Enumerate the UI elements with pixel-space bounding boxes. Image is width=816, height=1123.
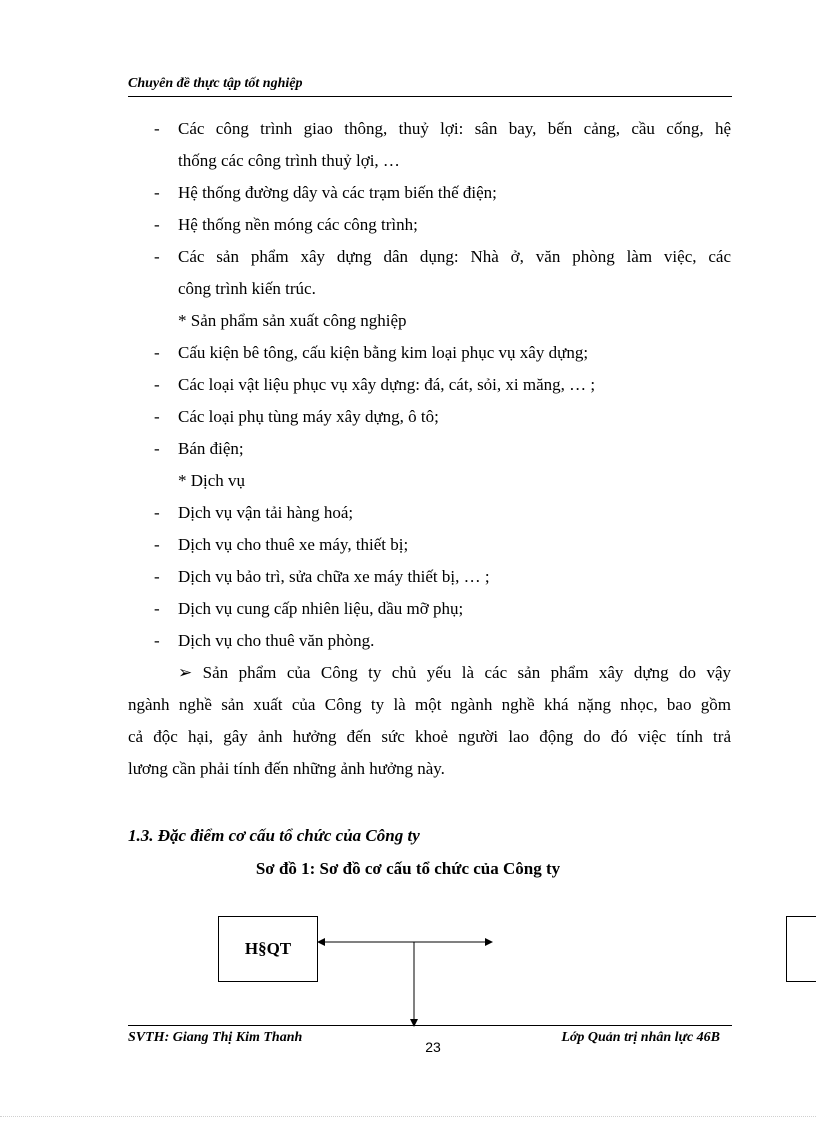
subheading: * Sản phẩm sản xuất công nghiệp [178, 311, 407, 330]
board-box-label: H§QT [244, 939, 292, 958]
paragraph-line: ngành nghề sản xuất của Công ty là một ngành nghề khá nặng nhọc, bao gồm [128, 695, 731, 714]
bullet-dash: - [154, 599, 160, 618]
bullet-dash: - [154, 439, 160, 458]
list-item-continuation: công trình kiến trúc. [178, 279, 316, 298]
list-item: Dịch vụ cho thuê văn phòng. [178, 631, 375, 650]
bullet-dash: - [154, 183, 160, 202]
org-chart-connectors [0, 900, 816, 1035]
bullet-dash: - [154, 567, 160, 586]
bullet-dash: - [154, 407, 160, 426]
list-item: Hệ thống nền móng các công trình; [178, 215, 418, 234]
list-item: Dịch vụ bảo trì, sửa chữa xe máy thiết bị, … ; [178, 567, 490, 586]
list-item: Dịch vụ cung cấp nhiên liệu, dầu mỡ phụ; [178, 599, 464, 618]
board-box [218, 916, 318, 982]
list-item: Dịch vụ cho thuê xe máy, thiết bị; [178, 535, 409, 554]
subheading: * Dịch vụ [178, 471, 246, 490]
list-item: Các công trình giao thông, thuỷ lợi: sân bay, bến cảng, cầu cống, hệ [178, 119, 731, 138]
bullet-dash: - [154, 247, 160, 266]
bullet-dash: - [154, 215, 160, 234]
bullet-dash: - [154, 503, 160, 522]
list-item: Bán điện; [178, 439, 244, 458]
footer-rule [128, 1025, 732, 1026]
paragraph-line: lương cần phải tính đến những ảnh hưởng này. [128, 759, 445, 778]
bullet-dash: - [154, 375, 160, 394]
list-item: Các loại vật liệu phục vụ xây dựng: đá, cát, sỏi, xi măng, … ; [178, 375, 596, 394]
footer-class: Lớp Quản trị nhân lực 46B [561, 1030, 720, 1045]
page-number: 23 [425, 1039, 441, 1055]
org-box-partial [786, 916, 816, 982]
bullet-dash: - [154, 535, 160, 554]
list-item: Dịch vụ vận tải hàng hoá; [178, 503, 354, 522]
diagram-caption: Sơ đồ 1: Sơ đồ cơ cấu tổ chức của Công ty [255, 859, 561, 878]
section-heading: 1.3. Đặc điểm cơ cấu tổ chức của Công ty [128, 826, 420, 845]
list-item-continuation: thống các công trình thuỷ lợi, … [178, 151, 400, 170]
bullet-dash: - [154, 631, 160, 650]
footer-author: SVTH: Giang Thị Kim Thanh [128, 1030, 303, 1045]
paragraph-line: ➢ Sản phẩm của Công ty chủ yếu là các sản phẩm xây dựng do vậy [178, 663, 731, 682]
paragraph-line: cả độc hại, gây ảnh hưởng đến sức khoẻ người lao động do đó việc tính trả [128, 727, 731, 746]
list-item: Các loại phụ tùng máy xây dựng, ô tô; [178, 407, 439, 426]
header-rule [128, 96, 732, 97]
list-item: Các sản phẩm xây dựng dân dụng: Nhà ở, văn phòng làm việc, các [178, 247, 731, 266]
list-item: Hệ thống đường dây và các trạm biến thế điện; [178, 183, 497, 202]
list-item: Cấu kiện bê tông, cấu kiện bằng kim loại phục vụ xây dựng; [178, 343, 589, 362]
page-header: Chuyên đề thực tập tốt nghiệp [128, 76, 303, 91]
bullet-dash: - [154, 343, 160, 362]
bullet-dash: - [154, 119, 160, 138]
page-edge [0, 1116, 816, 1117]
